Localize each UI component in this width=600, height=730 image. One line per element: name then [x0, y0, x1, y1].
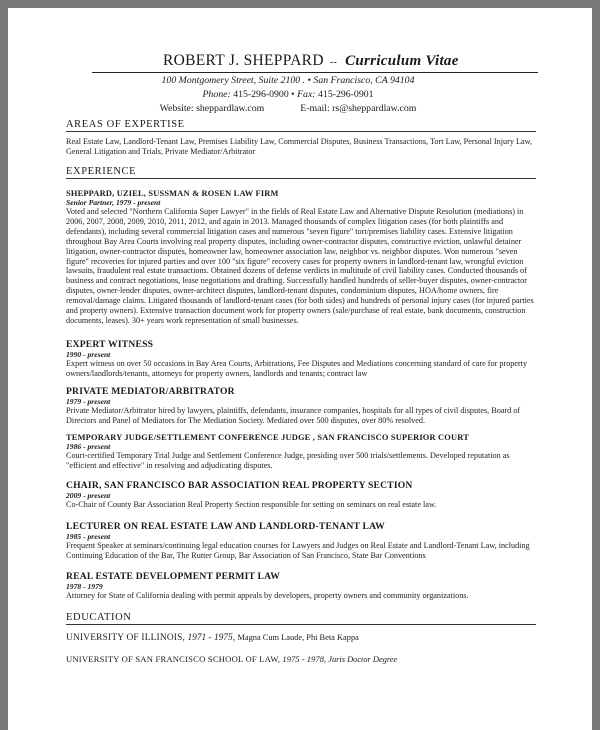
section-heading: AREAS OF EXPERTISE	[66, 119, 185, 130]
entry-text: Private Mediator/Arbitrator hired by lawyers, plaintiffs, defendants, insurance companies, hospitals for all types of civil disputes, Board of Directors and Panel of Mediators for The Mediation Society. Mediated over 500 disputes, over 80% resolved.	[66, 406, 521, 425]
document-title: Curriculum Vitae	[345, 53, 459, 69]
entry-meta: 2009 - present	[66, 491, 111, 500]
school-years: 1975 - 1978,	[282, 654, 327, 664]
school-degree: Magna Cum Laude, Phi Beta Kappa	[237, 633, 359, 642]
phone-number: 415-296-0900	[233, 89, 289, 100]
entry-meta: 1990 - present	[66, 350, 111, 359]
entry-text: Frequent Speaker at seminars/continuing legal education courses for Lawyers and Judges on Real Estate and Landlord-Tenant Law, including Continuing Education of the Bar, The Rutter Group, Bar Association of San Francisco, State Bar Conventions	[66, 541, 530, 560]
phone-fax-line	[8, 89, 580, 100]
entry-text: Court-certified Temporary Trial Judge and Settlement Conference Judge, presiding over 500 trials/settlements. Developed reputation as "efficient and effective" in resolving and adjudicating disputes.	[66, 451, 510, 470]
email-label: E-mail:	[300, 103, 330, 114]
experience-entry	[66, 480, 536, 510]
fax-label: Fax:	[297, 89, 316, 100]
experience-entry	[66, 339, 536, 379]
entry-meta: 1985 - present	[66, 532, 111, 541]
entry-title: SHEPPARD, UZIEL, SUSSMAN & ROSEN LAW FIRM	[66, 189, 279, 198]
email-link[interactable]: rs@sheppardlaw.com	[332, 103, 417, 114]
entry-title: EXPERT WITNESS	[66, 339, 154, 350]
experience-entry	[66, 386, 536, 426]
entry-meta: Senior Partner, 1979 - present	[66, 198, 161, 207]
experience-entry	[66, 571, 536, 601]
school-name: UNIVERSITY OF ILLINOIS,	[66, 633, 186, 643]
experience-section	[66, 166, 536, 179]
website-label: Website:	[159, 103, 194, 114]
school-name: UNIVERSITY OF SAN FRANCISCO SCHOOL OF LAW,	[66, 654, 281, 664]
entry-text: Expert witness on over 50 occasions in Bay Area Courts, Arbitrations, Fee Disputes and Mediations concerning standard of care for property owners/landlords/tenants, attorneys for property owners, landlords and tenants; contract law	[66, 359, 528, 378]
address-line	[8, 75, 580, 86]
resume-page	[8, 8, 592, 730]
entry-title: REAL ESTATE DEVELOPMENT PERMIT LAW	[66, 571, 280, 582]
experience-entry	[66, 189, 536, 326]
full-name: ROBERT J. SHEPPARD	[163, 52, 324, 69]
name-line	[163, 52, 459, 70]
entry-title: LECTURER ON REAL ESTATE LAW AND LANDLORD-TENANT LAW	[66, 521, 385, 532]
entry-meta: 1979 - present	[66, 397, 111, 406]
header-rule	[92, 72, 538, 73]
entry-title: TEMPORARY JUDGE/SETTLEMENT CONFERENCE JUDGE , SAN FRANCISCO SUPERIOR COURT	[66, 433, 469, 442]
expertise-text: Real Estate Law, Landlord-Tenant Law, Premises Liability Law, Commercial Disputes, Business Transactions, Tort Law, Personal Injury Law, General Litigation and Trials, Private Mediator/Arbitrator	[66, 137, 533, 156]
entry-title: PRIVATE MEDIATOR/ARBITRATOR	[66, 386, 235, 397]
section-rule	[66, 178, 536, 179]
fax-number: 415-296-0901	[318, 89, 374, 100]
education-item	[66, 654, 536, 664]
school-degree: Juris Doctor Degree	[328, 655, 398, 664]
experience-entry	[66, 433, 536, 471]
fax-separator: •	[291, 89, 295, 100]
entry-text: Attorney for State of California dealing with permit appeals by developers, property owners and community organizations.	[66, 591, 469, 600]
entry-text: Voted and selected "Northern California Super Lawyer" in the fields of Real Estate Law and Alternative Dispute Resolution (mediations) in 2006, 2007, 2008, 2009, 2010, 2011, 2012, and again in 2013. Managed thousands of complex litigation cases (for both plaintiffs and defendants), including several commercial litigation cases and numerous "seven figure" tort/premises liability cases. Extensive litigation throughout Bay Area Courts involving real property disputes, including owner-contractor disputes, constructive eviction, unlawful detainer litigation, owner-contractor disputes, homeowner law, homeowner association law, neighbor vs. neighbor disputes. Won numerous "seven figure" recoveries for injured parties and over 100 "six figure" recovery cases for property owners in landlord-tenant law, wrongful eviction lawsuits, fraudulent real estate transactions. Obtained dozens of defense verdicts in multitude of civil liability cases. Conducted thousands of business and contract negotiations, lease negotiations and drafting. Successfully handled hundreds of seller-buyer disputes, owner-contractor disputes, owner-lender disputes, owner-architect disputes, landlord-tenant disputes, condominium disputes, HOA/home owners, fire removal/damage claims. Litigated thousands of landlord-tenant cases (for both sides) and hundreds of personal injury cases (for injured parties and property owners). Extensive transaction document work for property owners (sale/purchase of real estate, bank documents, construction documents, leases). 30+ years work representation of small businesses.	[66, 207, 534, 325]
phone-label: Phone:	[202, 89, 231, 100]
title-separator: --	[329, 57, 338, 68]
web-email-line	[8, 103, 580, 114]
education-section	[66, 612, 536, 625]
website-link[interactable]: sheppardlaw.com	[196, 103, 265, 114]
section-heading: EDUCATION	[66, 612, 132, 623]
section-heading: EXPERIENCE	[66, 166, 137, 177]
section-rule	[66, 131, 536, 132]
address: 100 Montgomery Street, Suite 2100 . • San Francisco, CA 94104	[161, 75, 415, 86]
experience-entry	[66, 521, 536, 561]
entry-title: CHAIR, SAN FRANCISCO BAR ASSOCIATION REAL PROPERTY SECTION	[66, 480, 413, 491]
entry-meta: 1986 - present	[66, 442, 111, 451]
school-years: 1971 - 1975,	[187, 633, 236, 643]
education-item	[66, 633, 536, 643]
entry-text: Co-Chair of County Bar Association Real Property Section responsible for setting on seminars on real estate law.	[66, 500, 437, 509]
section-rule	[66, 624, 536, 625]
entry-meta: 1978 - 1979	[66, 582, 103, 591]
expertise-section	[66, 119, 536, 157]
